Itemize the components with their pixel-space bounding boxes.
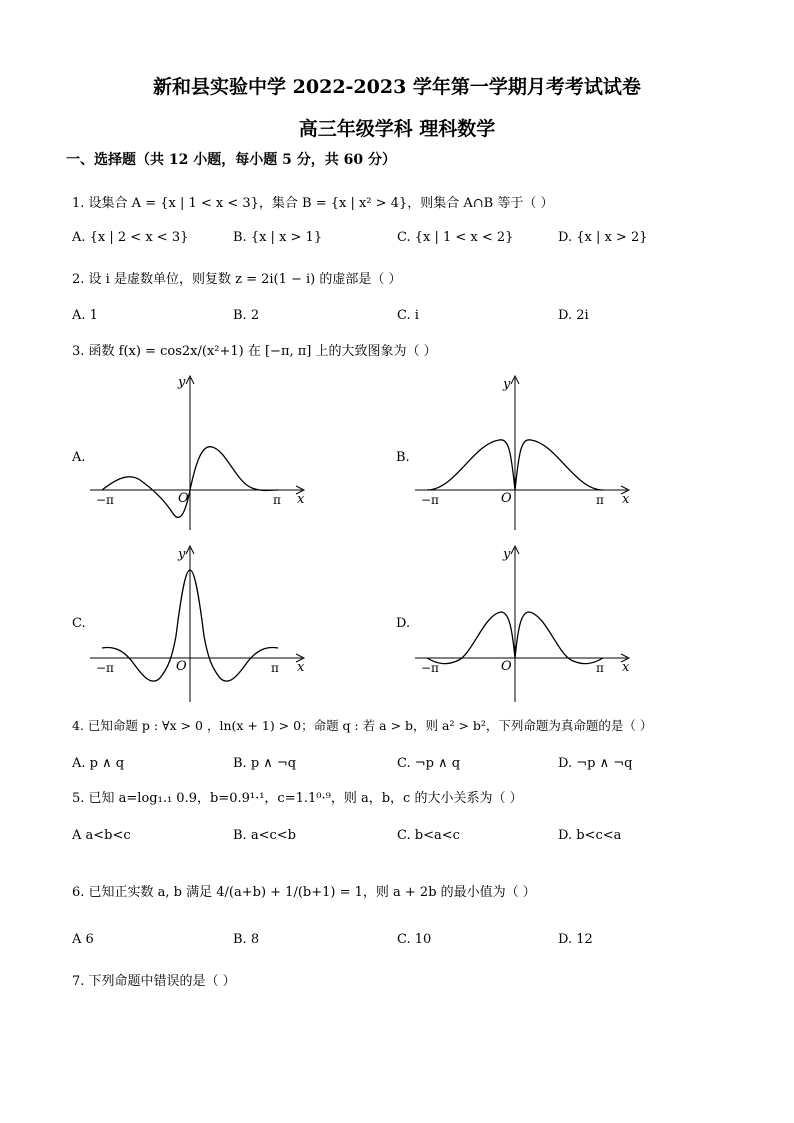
- q5-option-b: B. a<c<b: [233, 828, 296, 843]
- q2-option-b: B. 2: [233, 308, 260, 323]
- q5-option-a: A a<b<c: [72, 828, 131, 843]
- q4-option-d: D. ¬p ∧ ¬q: [558, 756, 633, 771]
- q5-option-d: D. b<c<a: [558, 828, 622, 843]
- q5-option-c: C. b<a<c: [397, 828, 460, 843]
- graph-c-pi: π: [271, 661, 279, 675]
- graph-b-y-label: y: [503, 377, 511, 392]
- q4-option-a: A. p ∧ q: [72, 756, 125, 771]
- graph-d-pi: π: [596, 661, 604, 675]
- graph-a-y-label: y: [178, 375, 186, 390]
- question-7-stem: 7. 下列命题中错误的是（ ）: [72, 974, 236, 989]
- section-heading: 一、选择题（共 12 小题，每小题 5 分，共 60 分）: [66, 152, 396, 168]
- graph-d-origin: O: [501, 659, 512, 674]
- graph-c-y-label: y: [178, 547, 186, 562]
- q1-option-c: C. {x | 1 < x < 2}: [397, 230, 514, 245]
- question-5-stem: 5. 已知 a=log₁.₁ 0.9，b=0.9¹·¹，c=1.1⁰·⁹，则 a，b，c 的大小关系为（ ）: [72, 791, 523, 806]
- graph-d: [415, 540, 635, 705]
- graph-a-pi: π: [273, 493, 281, 507]
- graph-c-origin: O: [176, 659, 187, 674]
- graph-d-label: D.: [396, 616, 411, 631]
- q2-option-c: C. i: [397, 308, 419, 323]
- graph-a-label: A.: [72, 450, 86, 465]
- q6-option-a: A 6: [72, 932, 94, 947]
- graph-a: [90, 372, 310, 532]
- question-2-stem: 2. 设 i 是虚数单位，则复数 z = 2i(1 − i) 的虚部是（ ）: [72, 272, 402, 287]
- exam-subtitle: 高三年级学科 理科数学: [298, 118, 496, 140]
- q6-option-d: D. 12: [558, 932, 593, 947]
- q1-option-a: A. {x | 2 < x < 3}: [72, 230, 189, 245]
- graph-c: [90, 540, 310, 705]
- graph-d-neg-pi: −π: [421, 661, 439, 675]
- graph-c-neg-pi: −π: [96, 661, 114, 675]
- graph-b-pi: π: [596, 493, 604, 507]
- graph-b-origin: O: [501, 491, 512, 506]
- graph-b-neg-pi: −π: [421, 493, 439, 507]
- graph-d-y-label: y: [503, 547, 511, 562]
- graph-a-origin: O: [178, 491, 189, 506]
- question-1-stem: 1. 设集合 A = {x | 1 < x < 3}，集合 B = {x | x² > 4}，则集合 A∩B 等于（ ）: [72, 196, 554, 211]
- q4-option-b: B. p ∧ ¬q: [233, 756, 297, 771]
- question-4-stem: 4. 已知命题 p : ∀x > 0 ，ln(x + 1) > 0；命题 q : 若 a > b，则 a² > b²，下列命题为真命题的是（ ）: [72, 718, 653, 733]
- graph-c-label: C.: [72, 616, 86, 631]
- graph-b-label: B.: [396, 450, 410, 465]
- q1-option-d: D. {x | x > 2}: [558, 230, 648, 245]
- question-3-stem: 3. 函数 f(x) = cos2x/(x²+1) 在 [−π, π] 上的大致图象为（ ）: [72, 344, 437, 359]
- graph-b-x-label: x: [622, 492, 630, 507]
- q2-option-a: A. 1: [72, 308, 98, 323]
- q6-option-c: C. 10: [397, 932, 432, 947]
- question-6-stem: 6. 已知正实数 a, b 满足 4/(a+b) + 1/(b+1) = 1，则 a + 2b 的最小值为（ ）: [72, 885, 536, 900]
- graph-a-x-label: x: [297, 492, 305, 507]
- graph-d-x-label: x: [622, 660, 630, 675]
- q1-option-b: B. {x | x > 1}: [233, 230, 323, 245]
- graph-b: [415, 372, 635, 532]
- graph-a-neg-pi: −π: [96, 493, 114, 507]
- exam-title: 新和县实验中学 2022-2023 学年第一学期月考考试试卷: [153, 76, 641, 98]
- q2-option-d: D. 2i: [558, 308, 589, 323]
- graph-c-x-label: x: [297, 660, 305, 675]
- q6-option-b: B. 8: [233, 932, 260, 947]
- q4-option-c: C. ¬p ∧ q: [397, 756, 461, 771]
